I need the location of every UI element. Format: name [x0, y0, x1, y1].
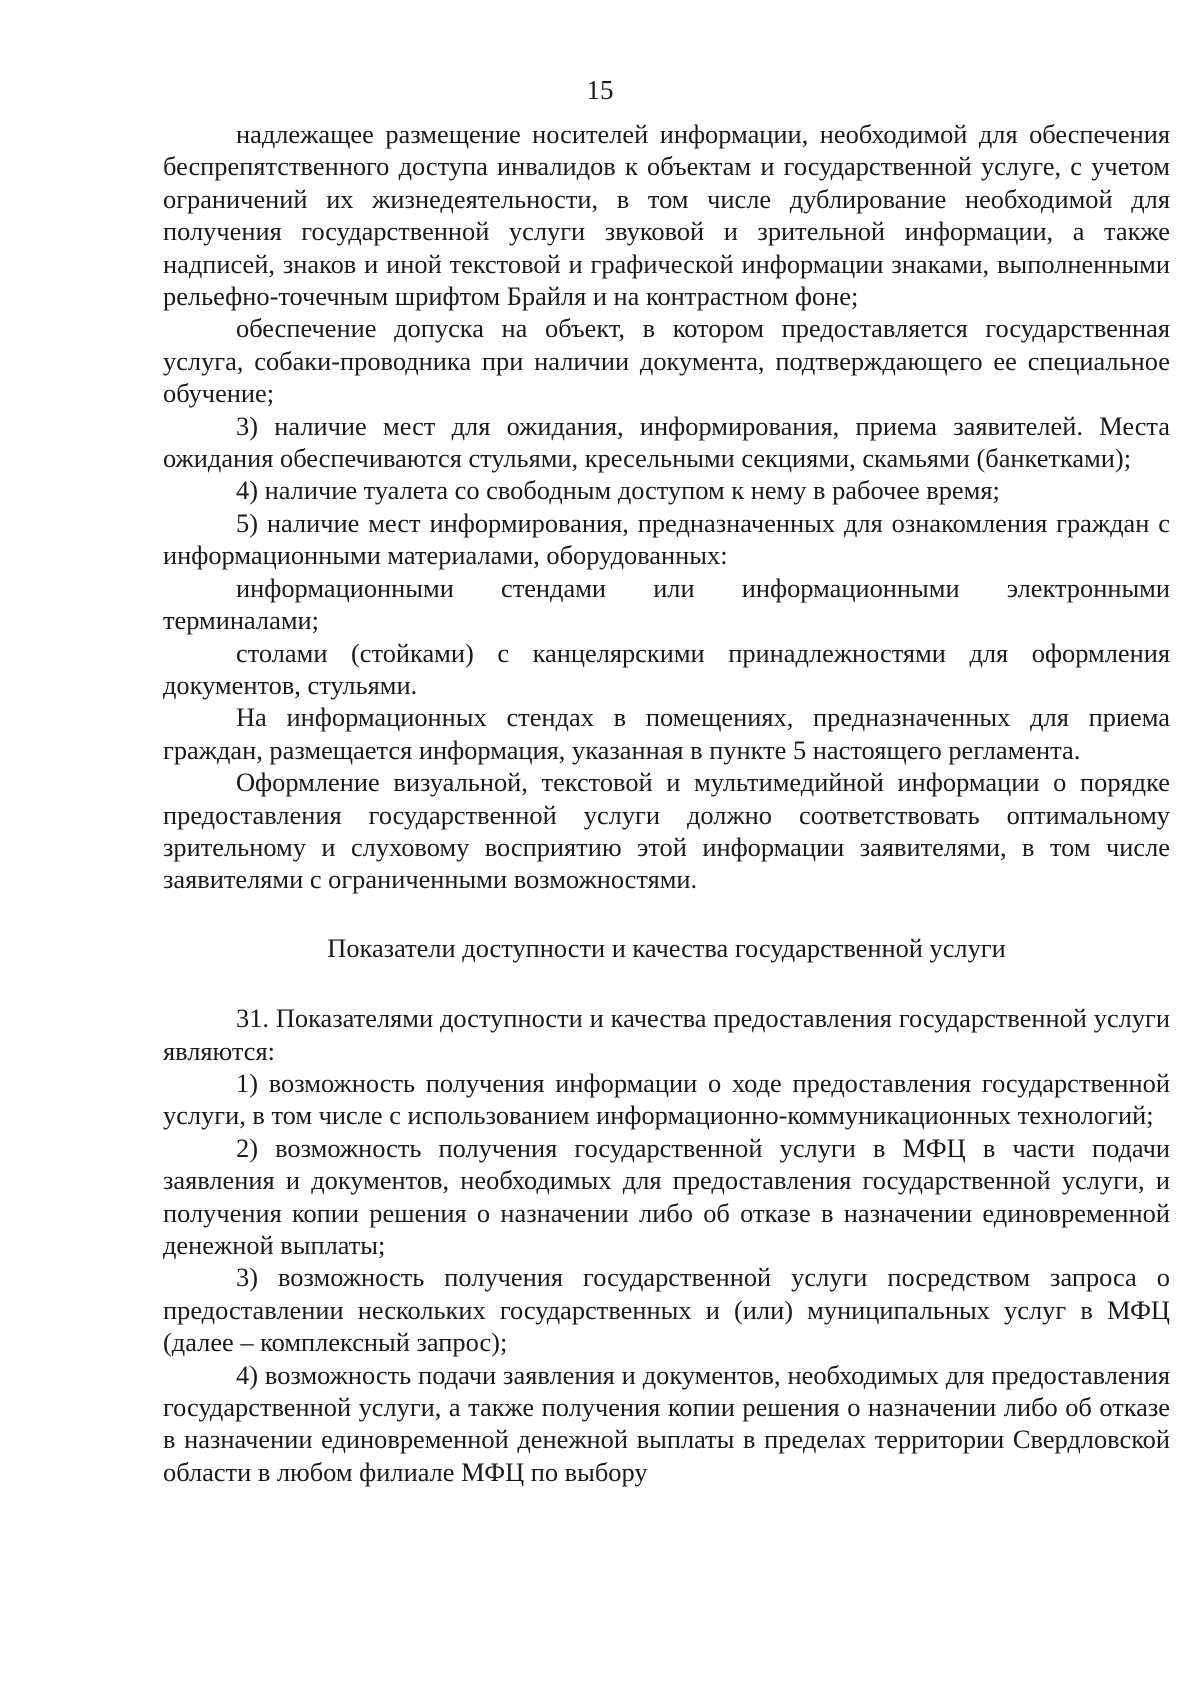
paragraph-tables: столами (стойками) с канцелярскими принадлежностями для оформления документов, стульями.: [163, 637, 1170, 700]
paragraph-info-stands: информационными стендами или информационными электронными терминалами;: [163, 572, 1170, 636]
paragraph-subitem-4: 4) возможность подачи заявления и документов, необходимых для предоставления государственной услуги, а также получения копии решения о назначении либо об отказе в назначении единовременной денежной выплаты в пределах территории Свердловской области в любом филиале МФЦ по выбору: [163, 1359, 1170, 1487]
paragraph-toilet: 4) наличие туалета со свободным доступом к нему в рабочее время;: [236, 475, 1000, 506]
paragraph-accessible-info: надлежащее размещение носителей информации, необходимой для обеспечения беспрепятственного доступа инвалидов к объектам и государственной услуге, с учетом ограничений их жизнедеятельности, в том числе дублирование необходимой для получения государственной услуги звуковой и зрительной информации, а также надписей, знаков и иной текстовой и графической информации знаками, выполненными рельефно-точечным шрифтом Брайля и на контрастном фоне;: [163, 119, 1170, 312]
page-number: 15: [586, 75, 614, 105]
paragraph-subitem-3: 3) возможность получения государственной услуги посредством запроса о предоставлении нескольких государственных и (или) муниципальных услуг в МФЦ (далее – комплексный запрос);: [163, 1262, 1170, 1358]
document-body: [163, 118, 1170, 1488]
section-heading: Показатели доступности и качества государственной услуги: [327, 932, 1006, 963]
paragraph-info-places: 5) наличие мест информирования, предназначенных для ознакомления граждан с информационными материалами, оборудованных:: [163, 507, 1170, 571]
paragraph-waiting-places: 3) наличие мест для ожидания, информирования, приема заявителей. Места ожидания обеспечиваются стульями, кресельными секциями, скамьями (банкетками);: [163, 410, 1170, 474]
paragraph-subitem-2: 2) возможность получения государственной услуги в МФЦ в части подачи заявления и документов, необходимых для предоставления государственной услуги, и получения копии решения о назначении либо об отказе в назначении единовременной денежной выплаты;: [163, 1132, 1170, 1260]
paragraph-stand-info: На информационных стендах в помещениях, предназначенных для приема граждан, размещается информация, указанная в пункте 5 настоящего регламента.: [163, 702, 1170, 765]
paragraph-guide-dog: обеспечение допуска на объект, в котором предоставляется государственная услуга, собаки-проводника при наличии документа, подтверждающего ее специальное обучение;: [163, 313, 1170, 409]
paragraph-item-31: 31. Показателями доступности и качества предоставления государственной услуги являются:: [163, 1003, 1170, 1066]
paragraph-visual-design: Оформление визуальной, текстовой и мультимедийной информации о порядке предоставления государственной услуги должно соответствовать оптимальному зрительному и слуховому восприятию этой информации заявителями, в том числе заявителями с ограниченными возможностями.: [163, 767, 1170, 895]
paragraph-subitem-1: 1) возможность получения информации о ходе предоставления государственной услуги, в том числе с использованием информационно-коммуникационных технологий;: [163, 1067, 1170, 1131]
